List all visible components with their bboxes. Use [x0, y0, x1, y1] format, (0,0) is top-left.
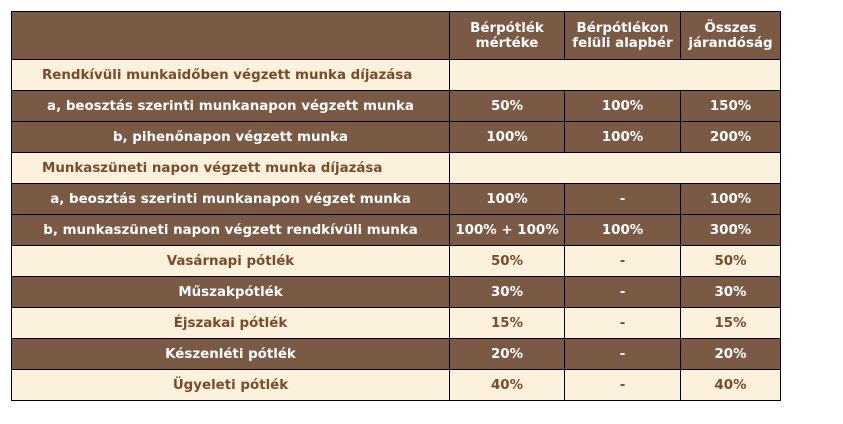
table-row-section: [12, 60, 781, 91]
table-row: [12, 370, 781, 401]
header-cell-osszes: [681, 12, 781, 60]
row-value-cell: -: [565, 184, 681, 215]
row-value-cell: 100%: [565, 91, 681, 122]
row-value-cell: 40%: [450, 370, 565, 401]
row-label: Rendkívüli munkaidőben végzett munka díjazása: [12, 60, 450, 91]
row-value-cell: 100%: [450, 184, 565, 215]
row-label: b, munkaszüneti napon végzett rendkívüli munka: [12, 215, 450, 246]
table-row: [12, 184, 781, 215]
wage-supplement-table: [11, 11, 781, 401]
row-label: a, beosztás szerinti munkanapon végzet munka: [12, 184, 450, 215]
row-label: Műszakpótlék: [12, 277, 450, 308]
header-line: Bérpótlék: [470, 20, 544, 36]
table-row: [12, 122, 781, 153]
row-value-cell: 15%: [450, 308, 565, 339]
row-value-cell: -: [565, 246, 681, 277]
row-empty-cell: [450, 153, 781, 184]
row-value-cell: 30%: [681, 277, 781, 308]
row-value-cell: 40%: [681, 370, 781, 401]
row-value-cell: 200%: [681, 122, 781, 153]
header-cell-alapber: [565, 12, 681, 60]
header-cell-berpotlek: [450, 12, 565, 60]
row-value-cell: 150%: [681, 91, 781, 122]
table-container: [11, 11, 781, 401]
row-value-cell: 300%: [681, 215, 781, 246]
row-label: Készenléti pótlék: [12, 339, 450, 370]
row-value-cell: 100% + 100%: [450, 215, 565, 246]
row-value-cell: 50%: [681, 246, 781, 277]
row-value-cell: 100%: [450, 122, 565, 153]
row-value-cell: 15%: [681, 308, 781, 339]
row-label: b, pihenőnapon végzett munka: [12, 122, 450, 153]
row-label: Munkaszüneti napon végzett munka díjazása: [12, 153, 450, 184]
header-empty-cell: [12, 12, 450, 60]
row-value-cell: 20%: [681, 339, 781, 370]
table-row: [12, 339, 781, 370]
row-label: Vasárnapi pótlék: [12, 246, 450, 277]
header-row: [12, 12, 781, 60]
row-value-cell: 100%: [681, 184, 781, 215]
row-value-cell: -: [565, 339, 681, 370]
row-value-cell: -: [565, 277, 681, 308]
table-row: [12, 215, 781, 246]
row-value-cell: 100%: [565, 122, 681, 153]
row-value-cell: 20%: [450, 339, 565, 370]
row-value-cell: 50%: [450, 91, 565, 122]
row-value-cell: -: [565, 308, 681, 339]
table-row: [12, 277, 781, 308]
row-value-cell: -: [565, 370, 681, 401]
row-label: Éjszakai pótlék: [12, 308, 450, 339]
row-value-cell: 50%: [450, 246, 565, 277]
row-label: a, beosztás szerinti munkanapon végzett munka: [12, 91, 450, 122]
row-value-cell: 100%: [565, 215, 681, 246]
table-row-section: [12, 153, 781, 184]
header-line: járandóság: [688, 35, 773, 51]
row-empty-cell: [450, 60, 781, 91]
table-row: [12, 308, 781, 339]
header-line: Összes: [704, 20, 757, 36]
header-line: mértéke: [475, 35, 539, 51]
table-row: [12, 246, 781, 277]
table-row: [12, 91, 781, 122]
header-line: Bérpótlékon: [576, 20, 669, 36]
header-line: felüli alapbér: [572, 35, 673, 51]
row-value-cell: 30%: [450, 277, 565, 308]
row-label: Ügyeleti pótlék: [12, 370, 450, 401]
